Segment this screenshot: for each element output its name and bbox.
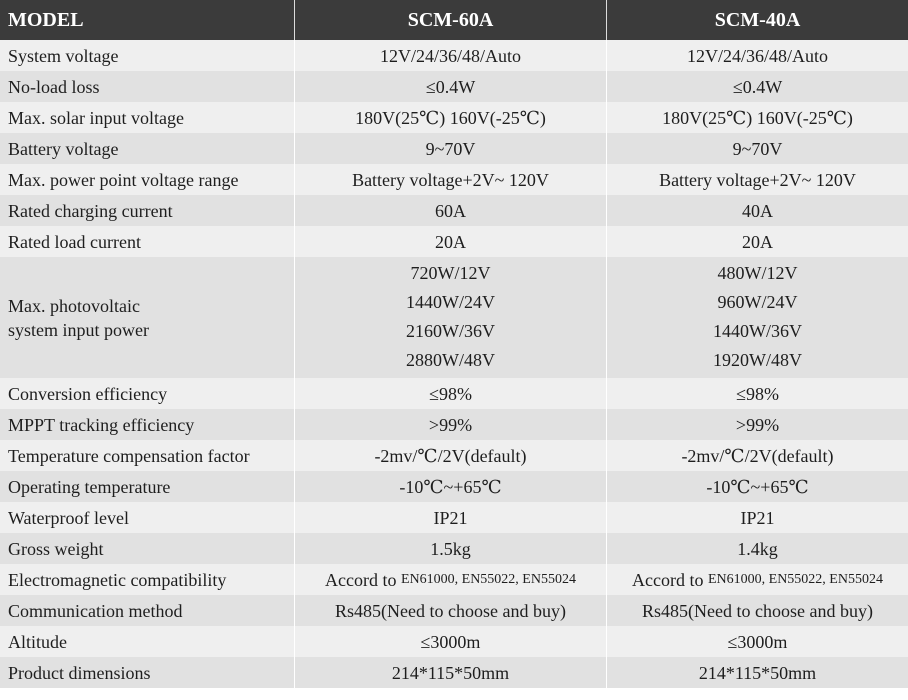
table-row [0,133,908,164]
row-value-40a: >99% [606,409,908,440]
power-value: 960W/24V [717,292,798,313]
row-value-60a [294,257,606,378]
emc-standards: EN61000, EN55022, EN55024 [707,571,883,587]
row-value-60a: ≤0.4W [294,71,606,102]
row-value-40a: -2mv/℃/2V(default) [606,440,908,471]
row-value-60a: 180V(25℃) 160V(-25℃) [294,102,606,133]
row-label: Max. power point voltage range [8,169,239,190]
header-scm-60a: SCM-60A [294,0,606,40]
row-label: Product dimensions [8,662,151,683]
emc-prefix: Accord to [632,569,704,590]
row-label: Temperature compensation factor [8,445,250,466]
row-value-40a: 214*115*50mm [606,657,908,688]
row-value-60a: ≤3000m [294,626,606,657]
table-row [0,657,908,688]
row-value-60a: >99% [294,409,606,440]
row-value-40a: ≤98% [606,378,908,409]
table-row [0,409,908,440]
table-row [0,471,908,502]
row-value-40a [606,257,908,378]
row-label: No-load loss [8,76,100,97]
table-row [0,378,908,409]
row-value-40a: Rs485(Need to choose and buy) [606,595,908,626]
row-value-40a: Battery voltage+2V~ 120V [606,164,908,195]
row-value-40a [606,564,908,595]
table-row [0,440,908,471]
table-row [0,533,908,564]
row-label: Operating temperature [8,476,171,497]
table-row [0,102,908,133]
row-label: MPPT tracking efficiency [8,414,195,435]
header-model: MODEL [8,9,84,31]
row-value-40a: -10℃~+65℃ [606,471,908,502]
row-label: Electromagnetic compatibility [8,569,227,590]
row-label: Gross weight [8,538,104,559]
row-value-60a: -2mv/℃/2V(default) [294,440,606,471]
table-row [0,564,908,595]
row-value-60a: 214*115*50mm [294,657,606,688]
row-value-40a: 20A [606,226,908,257]
row-value-40a: 12V/24/36/48/Auto [606,40,908,71]
power-value: 1440W/24V [406,292,495,313]
row-value-60a: 60A [294,195,606,226]
row-value-40a: IP21 [606,502,908,533]
emc-standards: EN61000, EN55022, EN55024 [400,571,576,587]
power-value: 480W/12V [717,263,798,284]
power-value: 1440W/36V [713,320,802,341]
table-row [0,502,908,533]
row-label: Rated charging current [8,200,173,221]
table-row [0,71,908,102]
row-value-60a: 9~70V [294,133,606,164]
row-value-60a: Rs485(Need to choose and buy) [294,595,606,626]
header-scm-40a: SCM-40A [606,0,908,40]
row-label: Conversion efficiency [8,383,168,404]
power-value: 1920W/48V [713,349,802,370]
row-value-60a: -10℃~+65℃ [294,471,606,502]
row-value-40a: 40A [606,195,908,226]
row-value-40a: 180V(25℃) 160V(-25℃) [606,102,908,133]
row-value-60a: 1.5kg [294,533,606,564]
row-label: Waterproof level [8,507,129,528]
table-header [0,0,908,40]
emc-prefix: Accord to [325,569,397,590]
power-value: 2880W/48V [406,349,495,370]
row-label: Altitude [8,631,67,652]
row-label-line: Max. photovoltaic [8,295,140,316]
row-label: System voltage [8,45,119,66]
table-row [0,257,908,378]
row-value-60a: 20A [294,226,606,257]
row-value-60a: 12V/24/36/48/Auto [294,40,606,71]
row-label [0,257,294,378]
table-row [0,164,908,195]
row-value-60a: Battery voltage+2V~ 120V [294,164,606,195]
row-value-40a: 9~70V [606,133,908,164]
row-value-60a [294,564,606,595]
row-label: Max. solar input voltage [8,107,184,128]
row-value-40a: 1.4kg [606,533,908,564]
table-row [0,40,908,71]
row-value-40a: ≤3000m [606,626,908,657]
row-value-60a: IP21 [294,502,606,533]
row-label-line: system input power [8,319,149,340]
table-row [0,226,908,257]
table-row [0,626,908,657]
power-value: 720W/12V [410,263,491,284]
row-label: Communication method [8,600,183,621]
row-label: Battery voltage [8,138,119,159]
table-row [0,195,908,226]
row-label: Rated load current [8,231,141,252]
row-value-60a: ≤98% [294,378,606,409]
power-value: 2160W/36V [406,320,495,341]
row-value-40a: ≤0.4W [606,71,908,102]
table-row [0,595,908,626]
